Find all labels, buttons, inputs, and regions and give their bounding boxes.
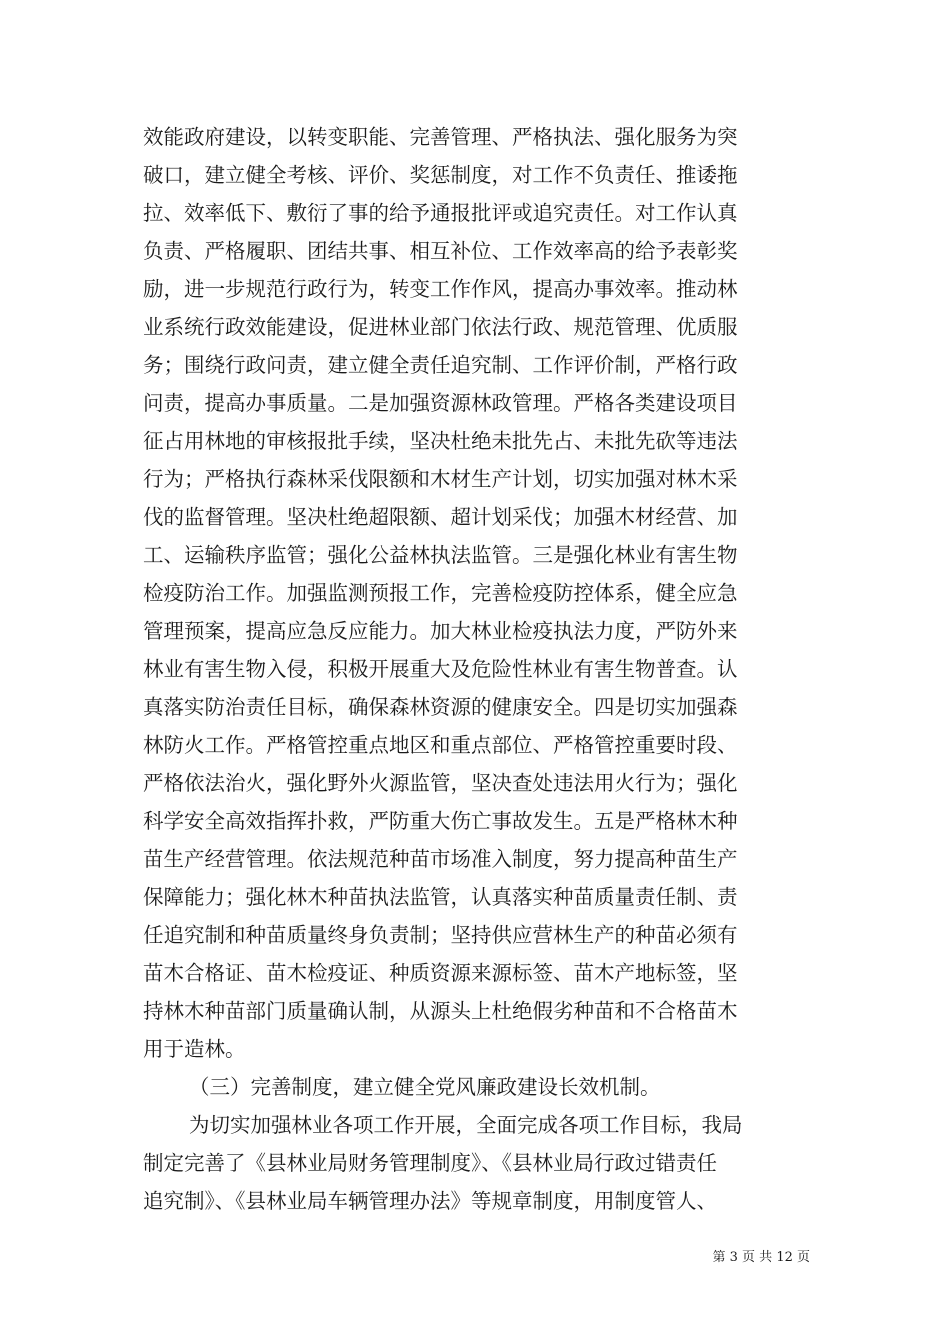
text-line: 用于造林。 [143,1037,246,1061]
text-line: 问责，提高办事质量。二是加强资源林政管理。严格各类建设项目 [143,391,738,415]
text-line: 行为；严格执行森林采伐限额和木材生产计划，切实加强对林木采 [143,467,738,491]
text-line: 检疫防治工作。加强监测预报工作，完善检疫防控体系，健全应急 [143,581,738,605]
text-line: 征占用林地的审核报批手续，坚决杜绝未批先占、未批先砍等违法 [143,429,738,453]
text-line: 为切实加强林业各项工作开展，全面完成各项工作目标，我局 [189,1113,743,1137]
text-line: 科学安全高效指挥扑救，严防重大伤亡事故发生。五是严格林木种 [143,809,738,833]
text-line: 业系统行政效能建设，促进林业部门依法行政、规范管理、优质服 [143,315,738,339]
text-line: 励，进一步规范行政行为，转变工作作风，提高办事效率。推动林 [143,277,738,301]
text-line: 工、运输秩序监管；强化公益林执法监管。三是强化林业有害生物 [143,543,738,567]
text-line: 破口，建立健全考核、评价、奖惩制度，对工作不负责任、推诿拖 [143,163,738,187]
text-line: 苗生产经营管理。依法规范种苗市场准入制度，努力提高种苗生产 [143,847,738,871]
text-line: 伐的监督管理。坚决杜绝超限额、超计划采伐；加强木材经营、加 [143,505,738,529]
text-line: 任追究制和种苗质量终身负责制；坚持供应营林生产的种苗必须有 [143,923,738,947]
document-body [143,118,807,1220]
text-line: 务；围绕行政问责，建立健全责任追究制、工作评价制，严格行政 [143,353,738,377]
text-line: 管理预案，提高应急反应能力。加大林业检疫执法力度，严防外来 [143,619,738,643]
text-line: 林业有害生物入侵，积极开展重大及危险性林业有害生物普查。认 [143,657,738,681]
text-line: 林防火工作。严格管控重点地区和重点部位、严格管控重要时段、 [143,733,738,757]
text-line: 严格依法治火，强化野外火源监管，坚决查处违法用火行为；强化 [143,771,738,795]
section-heading: （三）完善制度，建立健全党风廉政建设长效机制。 [189,1075,661,1099]
text-line: 追究制》、《县林业局车辆管理办法》等规章制度，用制度管人、 [143,1189,717,1213]
text-line: 拉、效率低下、敷衍了事的给予通报批评或追究责任。对工作认真 [143,201,738,225]
text-line: 保障能力；强化林木种苗执法监管，认真落实种苗质量责任制、责 [143,885,738,909]
text-line: 持林木种苗部门质量确认制，从源头上杜绝假劣种苗和不合格苗木 [143,999,738,1023]
text-line: 效能政府建设，以转变职能、完善管理、严格执法、强化服务为突 [143,125,738,149]
text-line: 苗木合格证、苗木检疫证、种质资源来源标签、苗木产地标签，坚 [143,961,738,985]
page-number: 第 3 页 共 12 页 [712,1250,810,1265]
text-line: 真落实防治责任目标，确保森林资源的健康安全。四是切实加强森 [143,695,738,719]
text-line: 负责、严格履职、团结共事、相互补位、工作效率高的给予表彰奖 [143,239,738,263]
text-line: 制定完善了《县林业局财务管理制度》、《县林业局行政过错责任 [143,1151,717,1175]
